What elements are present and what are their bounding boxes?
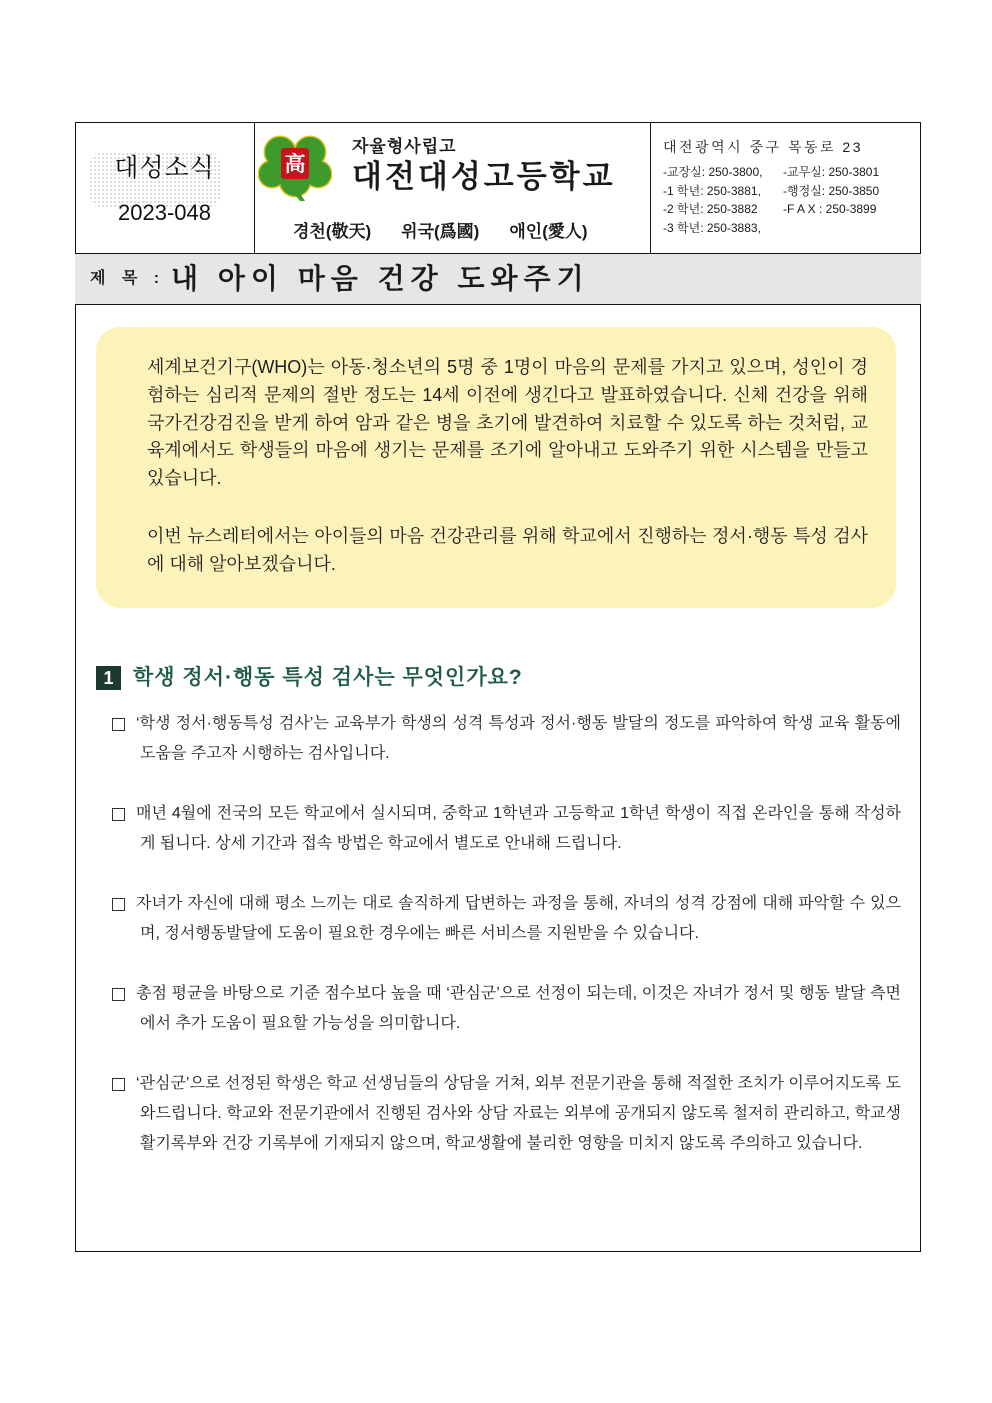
intro-paragraph: 이번 뉴스레터에서는 아이들의 마음 건강관리를 위해 학교에서 진행하는 정서·행동 특성 검사에 대해 알아보겠습니다. [147, 525, 868, 574]
phone-entry: -행정실: 250-3850 [783, 183, 880, 198]
issue-number: 2023-048 [118, 200, 211, 225]
checkbox-icon [112, 1078, 125, 1091]
intro-paragraph: 세계보건기구(WHO)는 아동·청소년의 5명 중 1명이 마음의 문제를 가지고 있으며, 성인이 경험하는 심리적 문제의 절반 정도는 14세 이전에 생긴다고 발표하였습니다. 신체 건강을 위해 국가건강검진을 받게 하여 암과 같은 병을 초기에 발견하여 치료할 수 있도록 하는 것처럼, 교육계에서도 학생들의 마음에 생기는 문제를 조기에 알아내고 도와주기 위한 시스템을 만들고 있습니다. [147, 357, 868, 489]
checkbox-icon [112, 898, 125, 911]
phone-entry: -교무실: 250-3801 [783, 165, 880, 179]
list-item [112, 799, 901, 859]
section-title: 학생 정서·행동 특성 검사는 무엇인가요? [133, 666, 523, 689]
checkbox-icon [112, 718, 125, 731]
list-item [112, 709, 901, 769]
title-bar [75, 253, 921, 305]
phone-list [663, 163, 913, 238]
logo-letter: 高 [284, 152, 306, 176]
newsletter-name: 대성소식 [114, 154, 215, 182]
phone-row [663, 182, 913, 201]
school-mottos [293, 221, 588, 243]
school-logo [258, 132, 332, 202]
motto: 애인(愛人) [509, 222, 588, 241]
newsletter-masthead [75, 122, 255, 253]
motto: 경천(敬天) [293, 222, 372, 241]
checkbox-icon [112, 808, 125, 821]
fax-entry: -F A X : 250-3899 [783, 202, 877, 217]
phone-row [663, 219, 913, 238]
section-item-list [112, 709, 901, 1189]
list-item-text: 매년 4월에 전국의 모든 학교에서 실시되며, 중학교 1학년과 고등학교 1학년 학생이 직접 온라인을 통해 작성하게 됩니다. 상세 기간과 접속 방법은 학교에서 별도로 안내해 드립니다. [136, 805, 901, 852]
phone-entry: -교장실: 250-3800, [663, 165, 763, 179]
school-contact-info [651, 122, 921, 253]
list-item [112, 1069, 901, 1159]
school-identity [255, 122, 651, 253]
list-item-text: ‘관심군’으로 선정된 학생은 학교 선생님들의 상담을 거쳐, 외부 전문기관을 통해 적절한 조치가 이루어지도록 도와드립니다. 학교와 전문기관에서 진행된 검사와 상담 자료는 외부에 공개되지 않도록 철저히 관리하고, 학교생활기록부와 건강 기록부에 기재되지 않으며, 학교생활에 불리한 영향을 미치지 않도록 주의하고 있습니다. [136, 1075, 901, 1152]
page-title: 내 아이 마음 건강 도와주기 [171, 263, 590, 294]
school-name: 대전대성고등학교 [352, 159, 616, 194]
list-item-text: 자녀가 자신에 대해 평소 느끼는 대로 솔직하게 답변하는 과정을 통해, 자녀의 성격 강점에 대해 파악할 수 있으며, 정서행동발달에 도움이 필요한 경우에는 빠른 서비스를 지원받을 수 있습니다. [136, 895, 901, 942]
title-label: 제 목 : [90, 270, 166, 287]
phone-row [663, 200, 913, 219]
section-heading [96, 664, 523, 692]
intro-callout [96, 327, 896, 608]
phone-entry: -2 학년: 250-3882 [663, 202, 758, 217]
list-item-text: 총점 평균을 바탕으로 기준 점수보다 높을 때 ‘관심군’으로 선정이 되는데, 이것은 자녀가 정서 및 행동 발달 측면에서 추가 도움이 필요할 가능성을 의미합니다. [136, 985, 901, 1032]
phone-entry: -1 학년: 250-3881, [663, 183, 761, 198]
section-number-badge: 1 [96, 666, 121, 690]
school-type: 자율형사립고 [352, 137, 457, 156]
motto: 위국(爲國) [401, 222, 480, 241]
list-item [112, 889, 901, 949]
list-item-text: ‘학생 정서·행동특성 검사’는 교육부가 학생의 성격 특성과 정서·행동 발달의 정도를 파악하여 학생 교육 활동에 도움을 주고자 시행하는 검사입니다. [136, 715, 901, 762]
phone-row [663, 163, 913, 182]
checkbox-icon [112, 988, 125, 1001]
school-address: 대전광역시 중구 목동로 23 [663, 139, 863, 155]
phone-entry: -3 학년: 250-3883, [663, 221, 761, 236]
list-item [112, 979, 901, 1039]
